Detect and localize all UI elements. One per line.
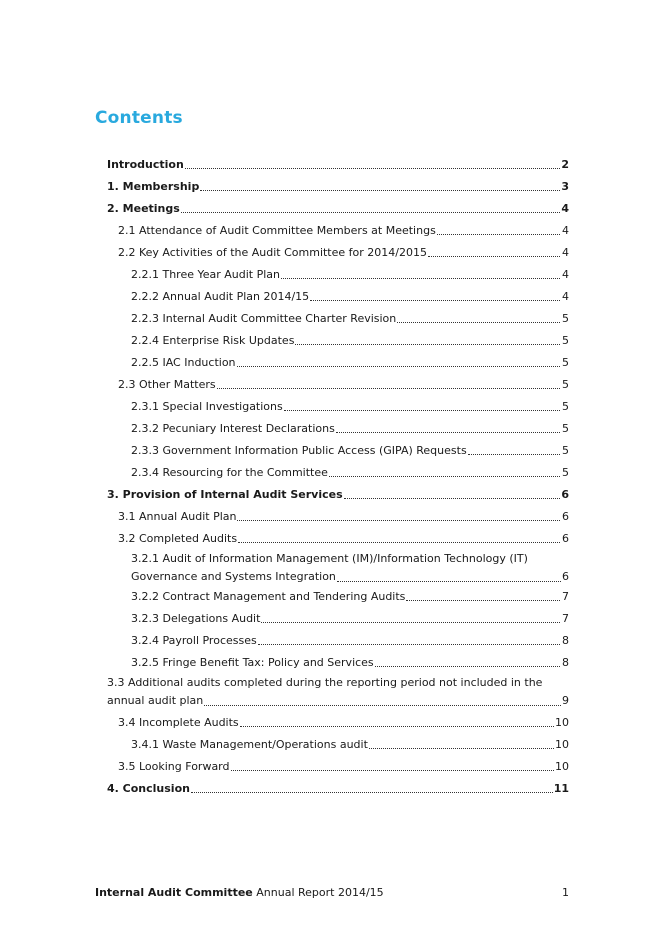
toc-dot-leader bbox=[336, 423, 560, 433]
toc-entry-label: 3. Provision of Internal Audit Services bbox=[107, 488, 343, 501]
toc-entry[interactable] bbox=[118, 510, 569, 524]
toc-entry-page: 5 bbox=[562, 466, 569, 479]
toc-entry-label-line1: 3.2.1 Audit of Information Management (IM)/Information Technology (IT) bbox=[131, 552, 528, 565]
toc-entry[interactable] bbox=[107, 674, 569, 710]
toc-entry-page: 4 bbox=[561, 202, 569, 215]
toc-entry-label: 2.3.4 Resourcing for the Committee bbox=[131, 466, 328, 479]
toc-entry-page: 5 bbox=[562, 356, 569, 369]
toc-dot-leader bbox=[191, 783, 553, 793]
toc-entry[interactable] bbox=[107, 180, 569, 194]
toc-entry-page: 6 bbox=[561, 488, 569, 501]
toc-entry-label: 3.2.3 Delegations Audit bbox=[131, 612, 261, 625]
toc-dot-leader bbox=[337, 572, 561, 582]
toc-entry-page: 10 bbox=[555, 738, 569, 751]
toc-entry[interactable] bbox=[131, 422, 569, 436]
toc-entry-page: 5 bbox=[562, 378, 569, 391]
toc-entry-page: 10 bbox=[555, 716, 569, 729]
toc-entry[interactable] bbox=[131, 612, 569, 626]
toc-dot-leader bbox=[437, 225, 560, 235]
toc-entry-page: 5 bbox=[562, 444, 569, 457]
toc-entry-label: 3.2.4 Payroll Processes bbox=[131, 634, 257, 647]
toc-entry[interactable] bbox=[131, 656, 569, 670]
toc-entry[interactable] bbox=[131, 400, 569, 414]
toc-entry[interactable] bbox=[131, 334, 569, 348]
toc-entry-label: 2.2.3 Internal Audit Committee Charter Revision bbox=[131, 312, 397, 325]
toc-dot-leader bbox=[240, 717, 554, 727]
toc-entry-page: 8 bbox=[562, 634, 569, 647]
toc-entry[interactable] bbox=[131, 312, 569, 326]
toc-entry-page: 5 bbox=[562, 400, 569, 413]
toc-entry-page: 2 bbox=[561, 158, 569, 171]
toc-entry-label: Introduction bbox=[107, 158, 184, 171]
toc-dot-leader bbox=[310, 291, 560, 301]
toc-entry[interactable] bbox=[131, 356, 569, 370]
toc-dot-leader bbox=[181, 203, 560, 213]
toc-entry-label: 3.4.1 Waste Management/Operations audit bbox=[131, 738, 368, 751]
toc-dot-leader bbox=[204, 696, 561, 706]
toc-dot-leader bbox=[237, 511, 560, 521]
toc-entry[interactable] bbox=[107, 202, 569, 216]
toc-dot-leader bbox=[344, 489, 560, 499]
toc-entry-page: 10 bbox=[555, 760, 569, 773]
toc-entry[interactable] bbox=[118, 224, 569, 238]
toc-dot-leader bbox=[237, 357, 560, 367]
toc-entry[interactable] bbox=[131, 590, 569, 604]
toc-dot-leader bbox=[369, 739, 554, 749]
toc-entry-label: 3.2.2 Contract Management and Tendering Audits bbox=[131, 590, 406, 603]
toc-entry-label: 2.2 Key Activities of the Audit Committee for 2014/2015 bbox=[118, 246, 427, 259]
toc-entry-label: 2.3.3 Government Information Public Access (GIPA) Requests bbox=[131, 444, 467, 457]
toc-entry-label: 2.1 Attendance of Audit Committee Members at Meetings bbox=[118, 224, 436, 237]
toc-entry-label-line2: annual audit plan bbox=[107, 694, 204, 707]
toc-entry-label: 2.3.2 Pecuniary Interest Declarations bbox=[131, 422, 335, 435]
toc-entry-page: 11 bbox=[553, 782, 569, 795]
page-title: Contents bbox=[95, 108, 183, 128]
toc-entry-label: 3.2 Completed Audits bbox=[118, 532, 238, 545]
toc-entry-page: 7 bbox=[562, 590, 569, 603]
toc-entry-label: 1. Membership bbox=[107, 180, 200, 193]
toc-entry[interactable] bbox=[107, 782, 569, 796]
toc-entry[interactable] bbox=[131, 738, 569, 752]
toc-dot-leader bbox=[468, 445, 560, 455]
toc-entry-label: 2.3.1 Special Investigations bbox=[131, 400, 283, 413]
toc-entry-page: 9 bbox=[562, 694, 569, 707]
toc-entry-page: 4 bbox=[562, 268, 569, 281]
toc-entry[interactable] bbox=[107, 158, 569, 172]
toc-entry-label: 4. Conclusion bbox=[107, 782, 190, 795]
toc-entry-label-line1: 3.3 Additional audits completed during the reporting period not included in the bbox=[107, 676, 543, 689]
toc-entry-page: 5 bbox=[562, 334, 569, 347]
footer-report-title: Annual Report 2014/15 bbox=[252, 886, 384, 899]
toc-entry-page: 6 bbox=[562, 570, 569, 583]
toc-entry-label: 2.2.5 IAC Induction bbox=[131, 356, 236, 369]
toc-dot-leader bbox=[185, 159, 560, 169]
toc-entry[interactable] bbox=[118, 246, 569, 260]
toc-dot-leader bbox=[428, 247, 560, 257]
toc-entry-label: 3.4 Incomplete Audits bbox=[118, 716, 239, 729]
toc-entry-page: 8 bbox=[562, 656, 569, 669]
toc-entry-page: 7 bbox=[562, 612, 569, 625]
toc-dot-leader bbox=[284, 401, 560, 411]
toc-entry-page: 6 bbox=[562, 532, 569, 545]
toc-entry[interactable] bbox=[131, 466, 569, 480]
footer-report-owner: Internal Audit Committee bbox=[95, 886, 253, 899]
toc-entry-label: 3.5 Looking Forward bbox=[118, 760, 230, 773]
toc-entry-page: 4 bbox=[562, 224, 569, 237]
toc-dot-leader bbox=[261, 613, 560, 623]
toc-dot-leader bbox=[231, 761, 555, 771]
toc-dot-leader bbox=[406, 591, 560, 601]
toc-entry[interactable] bbox=[118, 378, 569, 392]
toc-entry-label: 3.1 Annual Audit Plan bbox=[118, 510, 237, 523]
toc-entry-label: 2. Meetings bbox=[107, 202, 180, 215]
footer-page-number: 1 bbox=[562, 886, 569, 899]
toc-dot-leader bbox=[295, 335, 560, 345]
toc-entry-page: 4 bbox=[562, 246, 569, 259]
toc-entry-page: 5 bbox=[562, 312, 569, 325]
toc-dot-leader bbox=[329, 467, 560, 477]
toc-entry-label: 2.3 Other Matters bbox=[118, 378, 216, 391]
toc-dot-leader bbox=[397, 313, 560, 323]
toc-dot-leader bbox=[281, 269, 560, 279]
toc-dot-leader bbox=[375, 657, 560, 667]
toc-entry[interactable] bbox=[131, 444, 569, 458]
toc-entry-label: 2.2.4 Enterprise Risk Updates bbox=[131, 334, 295, 347]
toc-entry-label-line2: Governance and Systems Integration bbox=[131, 570, 336, 583]
toc-entry[interactable] bbox=[118, 760, 569, 774]
toc-entry-page: 4 bbox=[562, 290, 569, 303]
toc-entry-label: 2.2.1 Three Year Audit Plan bbox=[131, 268, 281, 281]
toc-entry[interactable] bbox=[131, 268, 569, 282]
toc-entry[interactable] bbox=[118, 716, 569, 730]
toc-entry[interactable] bbox=[118, 532, 569, 546]
toc-entry[interactable] bbox=[131, 634, 569, 648]
toc-entry-page: 6 bbox=[562, 510, 569, 523]
toc-entry-page: 5 bbox=[562, 422, 569, 435]
toc-entry-page: 3 bbox=[561, 180, 569, 193]
page-footer bbox=[95, 886, 569, 899]
toc-entry[interactable] bbox=[131, 550, 569, 586]
toc-dot-leader bbox=[200, 181, 560, 191]
toc-entry[interactable] bbox=[131, 290, 569, 304]
toc-entry-label: 2.2.2 Annual Audit Plan 2014/15 bbox=[131, 290, 310, 303]
toc-entry-label: 3.2.5 Fringe Benefit Tax: Policy and Services bbox=[131, 656, 374, 669]
toc-dot-leader bbox=[258, 635, 560, 645]
toc-entry[interactable] bbox=[107, 488, 569, 502]
toc-dot-leader bbox=[217, 379, 560, 389]
toc-dot-leader bbox=[238, 533, 560, 543]
